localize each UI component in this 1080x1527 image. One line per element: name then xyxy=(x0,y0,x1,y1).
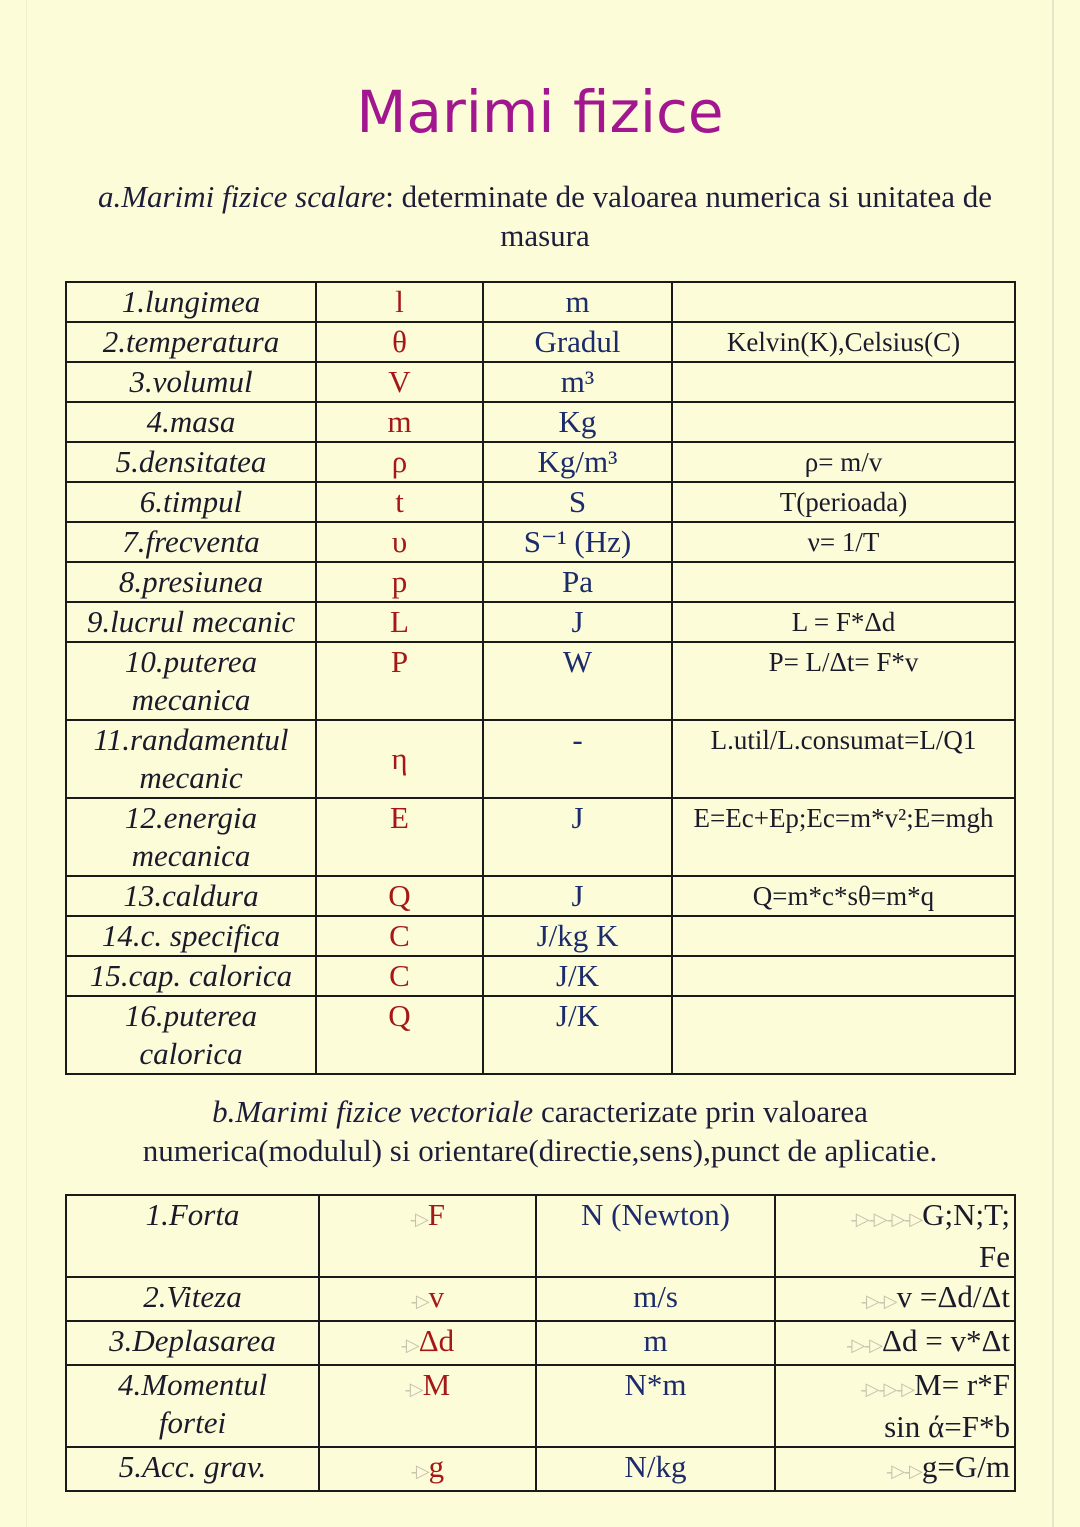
quantity-symbol xyxy=(319,1321,536,1365)
table-row xyxy=(66,322,1015,362)
quantity-note xyxy=(775,1447,1015,1491)
table-row xyxy=(66,1365,1015,1447)
quantity-unit: J/kg K xyxy=(483,916,672,956)
quantity-name: 7.frecventa xyxy=(66,522,316,562)
vector-intro-heading: b.Marimi fizice vectoriale xyxy=(212,1094,534,1129)
quantity-unit: J xyxy=(483,876,672,916)
quantity-note: P= L/Δt= F*v xyxy=(672,642,1015,720)
quantity-symbol: θ xyxy=(316,322,483,362)
quantity-note xyxy=(775,1277,1015,1321)
scalar-intro-heading: a.Marimi fizice scalare xyxy=(97,179,386,214)
note-text: G;N;T; Fe xyxy=(922,1197,1010,1274)
table-row xyxy=(66,282,1015,322)
quantity-symbol: C xyxy=(316,916,483,956)
quantity-name: 5.Acc. grav. xyxy=(66,1447,319,1491)
page-title: Marimi fizice xyxy=(356,78,724,146)
quantity-note xyxy=(672,996,1015,1074)
vector-arrow-icon: -▷-▷-▷-▷ xyxy=(850,1209,923,1229)
note-text: M= r*F sin ά=F*b xyxy=(884,1367,1010,1444)
quantity-note xyxy=(672,362,1015,402)
vector-arrow-icon: -▷ xyxy=(410,1461,429,1481)
quantity-symbol: E xyxy=(316,798,483,876)
symbol-text: g xyxy=(428,1449,445,1484)
quantity-name: 16.puterea calorica xyxy=(66,996,316,1074)
vector-arrow-icon: -▷ xyxy=(404,1379,423,1399)
quantity-unit: S⁻¹ (Hz) xyxy=(483,522,672,562)
quantity-symbol: L xyxy=(316,602,483,642)
quantity-symbol: Q xyxy=(316,996,483,1074)
quantity-unit: m/s xyxy=(536,1277,775,1321)
quantity-symbol: t xyxy=(316,482,483,522)
quantity-name: 4.masa xyxy=(66,402,316,442)
quantity-unit: N*m xyxy=(536,1365,775,1447)
quantity-note xyxy=(775,1365,1015,1447)
quantity-note: Kelvin(K),Celsius(C) xyxy=(672,322,1015,362)
quantity-note: L.util/L.consumat=L/Q1 xyxy=(672,720,1015,798)
quantity-note xyxy=(672,562,1015,602)
quantity-symbol: V xyxy=(316,362,483,402)
quantity-symbol: C xyxy=(316,956,483,996)
quantity-unit: S xyxy=(483,482,672,522)
quantity-symbol: p xyxy=(316,562,483,602)
quantity-unit: Pa xyxy=(483,562,672,602)
quantity-name: 12.energia mecanica xyxy=(66,798,316,876)
quantity-name: 14.c. specifica xyxy=(66,916,316,956)
quantity-note: ρ= m/v xyxy=(672,442,1015,482)
quantity-name: 1.lungimea xyxy=(66,282,316,322)
quantity-name: 5.densitatea xyxy=(66,442,316,482)
quantity-name: 10.puterea mecanica xyxy=(66,642,316,720)
scalar-intro xyxy=(70,177,1020,255)
quantity-symbol xyxy=(319,1195,536,1277)
vector-arrow-icon: -▷-▷-▷ xyxy=(860,1379,915,1399)
quantity-name: 3.Deplasarea xyxy=(66,1321,319,1365)
table-row xyxy=(66,876,1015,916)
quantity-symbol: υ xyxy=(316,522,483,562)
table-row xyxy=(66,956,1015,996)
symbol-text: Δd xyxy=(418,1323,455,1358)
vector-intro xyxy=(100,1092,980,1170)
table-row xyxy=(66,442,1015,482)
quantity-unit: J xyxy=(483,602,672,642)
note-text: Δd = v*Δt xyxy=(882,1323,1010,1358)
quantity-unit: N/kg xyxy=(536,1447,775,1491)
table-row xyxy=(66,1277,1015,1321)
table-row xyxy=(66,798,1015,876)
quantity-symbol: ρ xyxy=(316,442,483,482)
quantity-unit: - xyxy=(483,720,672,798)
quantity-symbol: m xyxy=(316,402,483,442)
quantity-name: 2.temperatura xyxy=(66,322,316,362)
symbol-text: F xyxy=(427,1197,446,1232)
vector-intro-text: caracterizate prin valoarea numerica(modulul) si orientare(directie,sens),punct de aplicatie. xyxy=(142,1094,938,1168)
quantity-name: 3.volumul xyxy=(66,362,316,402)
quantity-note xyxy=(672,282,1015,322)
quantity-note xyxy=(775,1321,1015,1365)
table-row xyxy=(66,996,1015,1074)
vector-arrow-icon: -▷ xyxy=(409,1209,428,1229)
quantity-name: 8.presiunea xyxy=(66,562,316,602)
quantity-unit: Kg/m³ xyxy=(483,442,672,482)
scalar-table xyxy=(65,281,1016,1075)
quantity-unit: Kg xyxy=(483,402,672,442)
table-row xyxy=(66,720,1015,798)
quantity-note: T(perioada) xyxy=(672,482,1015,522)
quantity-symbol: P xyxy=(316,642,483,720)
quantity-name: 15.cap. calorica xyxy=(66,956,316,996)
quantity-unit: W xyxy=(483,642,672,720)
quantity-note: L = F*Δd xyxy=(672,602,1015,642)
quantity-name: 11.randamentul mecanic xyxy=(66,720,316,798)
note-text: v =Δd/Δt xyxy=(896,1279,1010,1314)
quantity-note: Q=m*c*sθ=m*q xyxy=(672,876,1015,916)
quantity-note: ν= 1/T xyxy=(672,522,1015,562)
symbol-text: M xyxy=(422,1367,451,1402)
vector-arrow-icon: -▷ xyxy=(400,1335,419,1355)
quantity-unit: m xyxy=(483,282,672,322)
quantity-name: 4.Momentul fortei xyxy=(66,1365,319,1447)
quantity-symbol: η xyxy=(316,720,483,798)
quantity-name: 1.Forta xyxy=(66,1195,319,1277)
table-row xyxy=(66,602,1015,642)
table-row xyxy=(66,402,1015,442)
quantity-unit: J/K xyxy=(483,956,672,996)
quantity-name: 13.caldura xyxy=(66,876,316,916)
table-row xyxy=(66,1195,1015,1277)
vector-arrow-icon: -▷-▷ xyxy=(886,1461,922,1481)
quantity-unit: m xyxy=(536,1321,775,1365)
table-row xyxy=(66,522,1015,562)
page-edge xyxy=(26,0,27,1527)
table-row xyxy=(66,1321,1015,1365)
quantity-symbol: l xyxy=(316,282,483,322)
vector-arrow-icon: -▷ xyxy=(410,1291,429,1311)
quantity-symbol: Q xyxy=(316,876,483,916)
table-row xyxy=(66,362,1015,402)
table-row xyxy=(66,916,1015,956)
table-row xyxy=(66,642,1015,720)
vector-arrow-icon: -▷-▷ xyxy=(860,1291,897,1311)
quantity-note xyxy=(672,956,1015,996)
vector-arrow-icon: -▷-▷ xyxy=(846,1335,883,1355)
vector-table xyxy=(65,1194,1016,1492)
table-row xyxy=(66,482,1015,522)
quantity-name: 6.timpul xyxy=(66,482,316,522)
symbol-text: v xyxy=(428,1279,445,1314)
table-row xyxy=(66,562,1015,602)
quantity-symbol xyxy=(319,1447,536,1491)
quantity-symbol xyxy=(319,1277,536,1321)
quantity-note: E=Ec+Ep;Ec=m*v²;E=mgh xyxy=(672,798,1015,876)
quantity-name: 2.Viteza xyxy=(66,1277,319,1321)
quantity-note xyxy=(775,1195,1015,1277)
page-edge xyxy=(1052,0,1054,1527)
table-row xyxy=(66,1447,1015,1491)
quantity-symbol xyxy=(319,1365,536,1447)
quantity-unit: J xyxy=(483,798,672,876)
quantity-unit: m³ xyxy=(483,362,672,402)
quantity-name: 9.lucrul mecanic xyxy=(66,602,316,642)
quantity-unit: Gradul xyxy=(483,322,672,362)
quantity-note xyxy=(672,402,1015,442)
scalar-intro-text: : determinate de valoarea numerica si unitatea de masura xyxy=(385,179,993,253)
quantity-note xyxy=(672,916,1015,956)
quantity-unit: J/K xyxy=(483,996,672,1074)
note-text: g=G/m xyxy=(921,1449,1010,1484)
quantity-unit: N (Newton) xyxy=(536,1195,775,1277)
